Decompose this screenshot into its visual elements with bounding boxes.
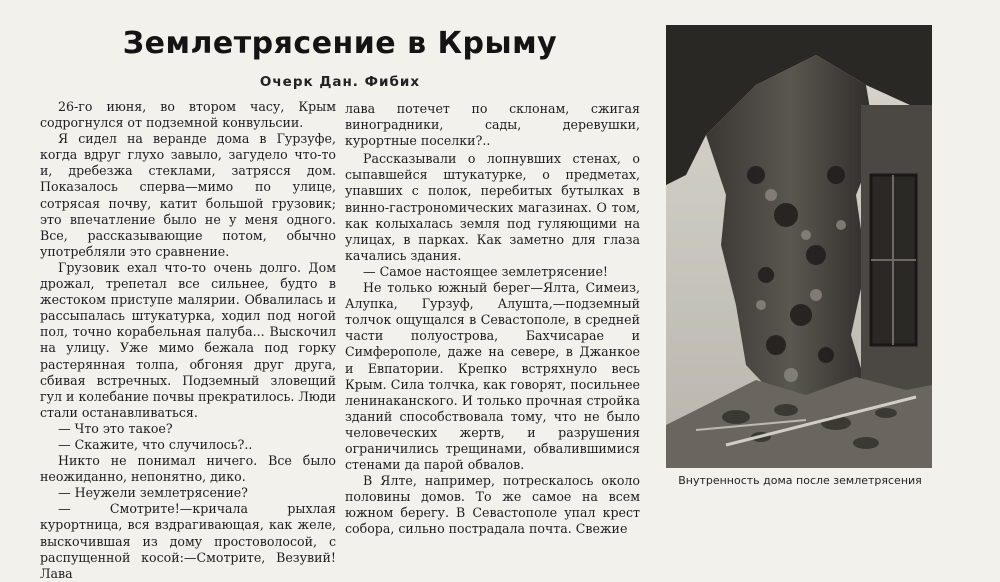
paragraph: Не только южный берег—Ялта, Симеиз, Алупка, Гурзуф, Алушта,—подземный толчок ощущался в Севастополе, в средней части полуострова, Бахчисарае и Симферополе, даже на севере, в Джанкое и Евпатории. Крепко встряхнуло весь Крым. Сила толчка, как говорят, посильнее ленинаканского. И только прочная стройка зданий способствовала тому, что не было человеческих жертв, и разрушения ограничились трещинами, обвалившимися стенами да парой обвалов. — [345, 280, 640, 473]
photo-illustration — [666, 25, 932, 468]
article-byline: Очерк Дан. Фибих — [259, 74, 421, 90]
paragraph: — Неужели землетрясение? — [58, 485, 248, 501]
paragraph: Я сидел на веранде дома в Гурзуфе, когда вдруг глухо завыло, загудело что-то и, дребезжа стеклами, затрясся дом. Показалось сперва—мимо по улице, сотрясая почву, катит большой грузовик; это впечатление было не у меня одного. Все, рассказывающие потом, обычно употребляли это сравнение. — [40, 131, 336, 259]
photo-caption: Внутренность дома после землетрясения — [678, 474, 922, 487]
paragraph: — Самое настоящее землетрясение! — [363, 263, 608, 279]
paragraph: Грузовик ехал что-то очень долго. Дом дрожал, трепетал все сильнее, будто в жестоком приступе малярии. Обвалилась и рассыпалась штукатурка, ходил под ногой пол, точно корабельная палуба... Выскочил на улицу. Уже мимо бежала под горку растерянная толпа, обгоняя друг друга, сбивая встречных. Подземный зловещий гул и колебание почвы прекратилось. Люди стали останавливаться. — [40, 259, 336, 420]
paragraph: Никто не понимал ничего. Все было неожиданно, непонятно, дико. — [40, 453, 336, 485]
article-column-1 — [40, 99, 336, 582]
paragraph: — Смотрите!—кричала рыхлая курортница, вся вздрагивающая, как желе, выскочившая из дому простоволосой, с распущенной косой:—Смотрите, Везувий! Лава — [40, 501, 336, 581]
paragraph: 26-го июня, во втором часу, Крым содрогнулся от подземной конвульсии. — [40, 99, 336, 131]
paragraph: Рассказывали о лопнувших стенах, о сыпавшейся штукатурке, о предметах, упавших с полок, перебитых бутылках в винно-гастрономических магазинах. О том, как колыхалась земля под гуляющими на улицах, в парках. Как заметно для глаза качались здания. — [345, 151, 640, 263]
article-title: Землетрясение в Крыму — [122, 26, 558, 61]
article-column-2 — [345, 101, 640, 538]
paragraph: — Что это такое? — [58, 420, 173, 436]
paragraph: лава потечет по склонам, сжигая виноградники, сады, деревушки, курортные поселки?.. — [345, 101, 640, 149]
paragraph: В Ялте, например, потрескалось около половины домов. То же самое на всем южном берегу. В Севастополе упал крест собора, сильно пострадала почта. Свежие — [345, 473, 640, 537]
earthquake-damage-photo — [666, 25, 932, 468]
paragraph: — Скажите, что случилось?.. — [58, 436, 253, 452]
